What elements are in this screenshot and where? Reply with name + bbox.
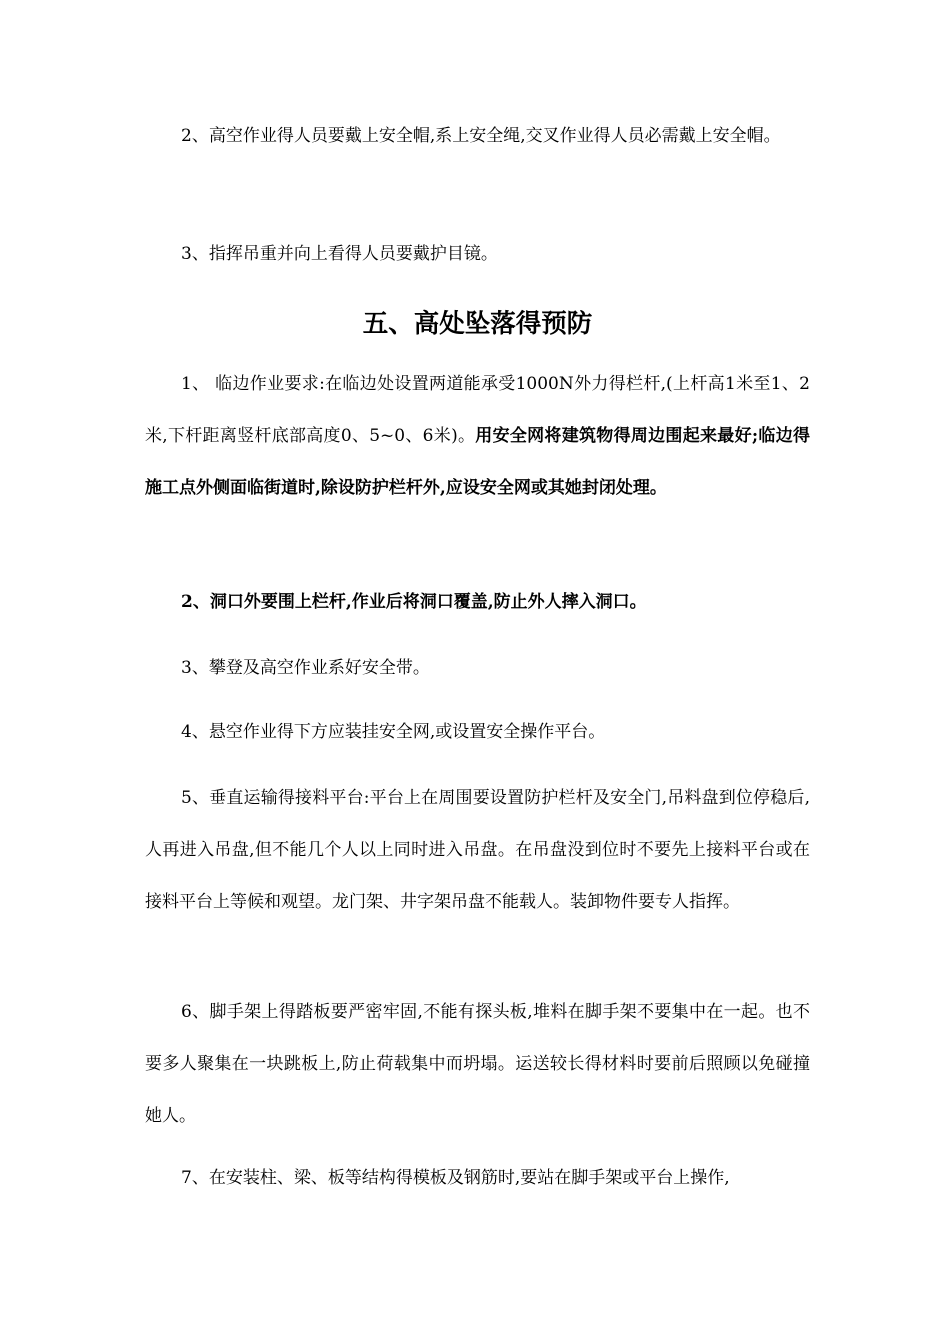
paragraph-2-helmet <box>145 110 810 162</box>
paragraph-text: 6、脚手架上得踏板要严密牢固,不能有探头板,堆料在脚手架不要集中在一起。也不要多人聚集在一块跳板上,防止荷载集中而坍塌。运送较长得材料时要前后照顾以免碰撞她人。 <box>145 1002 810 1126</box>
paragraph-text: 3、指挥吊重并向上看得人员要戴护目镜。 <box>181 244 498 264</box>
paragraph-3-goggles <box>145 228 810 280</box>
section-heading: 五、高处坠落得预防 <box>362 309 593 339</box>
paragraph-text: 1、 临边作业要求:在临边处设置两道能承受1000N外力得栏杆,(上杆高1米至1、2米,下杆距离竖杆底部高度0、5~0、6米)。 <box>145 374 810 446</box>
paragraph-bold-text: 用安全网将建筑物得周边围起来最好;临边得施工点外侧面临街道时,除设防护栏杆外,应设安全网或其她封闭处理。 <box>145 426 810 498</box>
paragraph-6-scaffold <box>145 986 810 1142</box>
paragraph-text: 2、洞口外要围上栏杆,作业后将洞口覆盖,防止外人摔入洞口。 <box>181 592 647 612</box>
paragraph-2-openings <box>145 576 810 628</box>
paragraph-5-vertical-transport <box>145 772 810 928</box>
paragraph-3-safety-belt <box>145 642 810 694</box>
paragraph-4-suspended-work <box>145 706 810 758</box>
paragraph-text: 5、垂直运输得接料平台:平台上在周围要设置防护栏杆及安全门,吊料盘到位停稳后,人再进入吊盘,但不能几个人以上同时进入吊盘。在吊盘没到位时不要先上接料平台或在接料平台上等候和观望。龙门架、井字架吊盘不能载人。装卸物件要专人指挥。 <box>145 788 810 912</box>
paragraph-text: 3、攀登及高空作业系好安全带。 <box>181 658 430 678</box>
paragraph-7-formwork <box>145 1152 810 1204</box>
paragraph-text: 2、高空作业得人员要戴上安全帽,系上安全绳,交叉作业得人员必需戴上安全帽。 <box>181 126 781 146</box>
paragraph-text: 7、在安装柱、梁、板等结构得模板及钢筋时,要站在脚手架或平台上操作, <box>181 1168 730 1188</box>
paragraph-1-edge-work <box>145 358 810 514</box>
paragraph-text: 4、悬空作业得下方应装挂安全网,或设置安全操作平台。 <box>181 722 606 742</box>
